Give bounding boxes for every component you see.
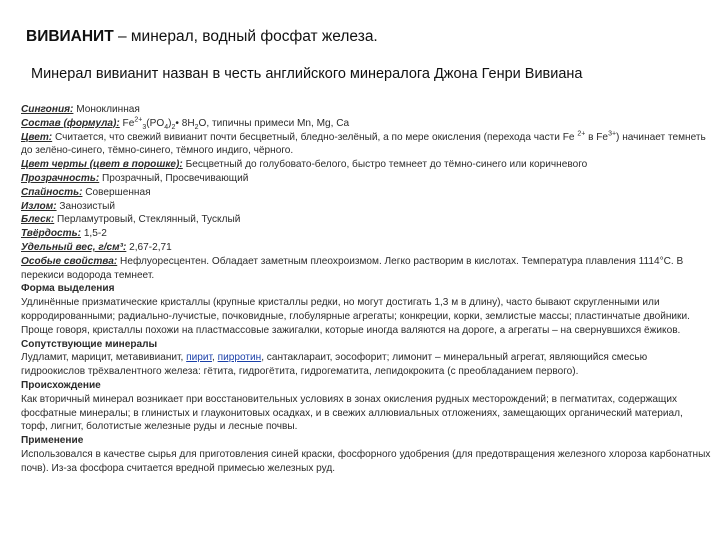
property-label: Спайность: [21, 186, 83, 198]
origin-text: Как вторичный минерал возникает при восстановительных условиях в зонах окисления рудных месторождений; в пегматитах, содержащих фосфатные минералы; в глинистых и глауконитовых осадках, и в свежих аллювиальных отложениях, замещающих органический материал, торф, лигнит, болотистые железные руды и лесные почвы. [21, 393, 683, 433]
property-formula [21, 117, 711, 131]
property-value: Бесцветный до голубовато-белого, быстро темнеет до тёмно-синего или коричневого [182, 159, 588, 171]
property-label: Состав (формула): [21, 117, 120, 129]
section-heading-forms: Форма выделения [21, 283, 115, 295]
mineral-description [21, 103, 711, 476]
property-special [21, 255, 711, 283]
property-luster [21, 213, 711, 227]
property-label: Цвет черты (цвет в порошке): [21, 159, 183, 171]
formula-sub: 2 [194, 123, 199, 131]
property-transparency [21, 172, 711, 186]
formula-part: (PO [146, 117, 165, 129]
property-label: Удельный вес, г/см³: [21, 241, 127, 253]
property-label: Прозрачность: [21, 172, 100, 184]
property-value: Совершенная [82, 186, 151, 198]
property-streak [21, 158, 711, 172]
color-sup: 2+ [577, 130, 586, 138]
property-value: Нефлуоресцентен. Обладает заметным плеохроизмом. Легко растворим в кислотах. Температура плавления 1114°С. В перекиси водорода темнеет. [21, 255, 684, 281]
section-heading-origin: Происхождение [21, 379, 101, 391]
color-sup: 3+ [608, 130, 617, 138]
property-gravity [21, 241, 711, 255]
property-value: Перламутровый, Стеклянный, Тусклый [54, 214, 241, 226]
property-syngony [21, 103, 711, 117]
property-value: Прозрачный, Просвечивающий [99, 172, 249, 184]
link-pyrite[interactable]: пирит [186, 352, 213, 364]
usage-text: Использовался в качестве сырья для приготовления синей краски, фосфорного удобрения (для предотвращения железного хлороза карбонатных почв). Из-за фосфора считается вредной примесью железных руд. [21, 448, 711, 474]
color-text: в Fe [585, 131, 609, 143]
formula-part: Fe [119, 117, 135, 129]
companions-part: , сантаклараит, эософорит; лимонит – минеральный агрегат, являющийся смесью гидроокислов трёхвалентного железа: гётита, гидрогётита, гидрогематита, лепидокрокита (с преобладанием первого). [21, 352, 648, 378]
title-mineral-name: ВИВИАНИТ [26, 28, 114, 45]
property-value: 2,67-2,71 [126, 241, 172, 253]
companions-part: , [212, 352, 218, 364]
property-label: Блеск: [21, 214, 55, 226]
formula-part: • 8H [175, 117, 195, 129]
forms-text-simple: Проще говоря, кристаллы похожи на пластмассовые зажигалки, которые иногда валяются на дороге, а агрегаты – на свернувшихся ёжиков. [21, 324, 681, 336]
link-pyrrhotite[interactable]: пирротин [217, 352, 262, 364]
property-value: Занозистый [56, 200, 115, 212]
formula-sub: 3 [142, 123, 147, 131]
section-heading-companions: Сопутствующие минералы [21, 338, 158, 350]
property-color [21, 131, 711, 159]
property-label: Твёрдость: [21, 228, 82, 240]
color-text: Считается, что свежий вивианит почти бесцветный, бледно-зелёный, а по мере окисления (переходa части Fe [52, 131, 578, 143]
page-subtitle: Минерал вивианит назван в честь английского минералога Джона Генри Вивиана [31, 66, 583, 82]
formula-sub: 4 [164, 123, 169, 131]
formula-part: ) [168, 117, 172, 129]
property-fracture [21, 200, 711, 214]
property-label: Особые свойства: [21, 255, 118, 267]
companions-text [21, 351, 711, 379]
companions-part: Лудламит, марицит, метавивианит, [21, 352, 187, 364]
property-label: Излом: [21, 200, 57, 212]
property-hardness [21, 227, 711, 241]
formula-sup: 2+ [134, 116, 143, 124]
property-label: Цвет: [21, 131, 53, 143]
property-label: Сингония: [21, 104, 74, 115]
property-cleavage [21, 186, 711, 200]
color-text: ) начинает темнеть до зелёно-синего, тёмно-синего, тёмного индиго, чёрного. [21, 131, 706, 157]
property-value: Моноклинная [76, 104, 140, 115]
formula-part: O, типичны примеси Mn, Mg, Ca [198, 117, 350, 129]
section-heading-usage: Применение [21, 435, 84, 447]
title-description: – минерал, водный фосфат железа. [113, 28, 378, 45]
formula-sub: 2 [171, 123, 176, 131]
property-value: 1,5-2 [81, 228, 107, 240]
page-title [26, 28, 378, 46]
forms-text: Удлинённые призматические кристаллы (крупные кристаллы редки, но могут достигать 1,3 м в длину), часто бывают скругленными или корродированными; радиально-лучистые, почковидные, глобулярные агрегаты; конкреции, корки, землистые массы; пластинчатые двойники. [21, 297, 690, 322]
